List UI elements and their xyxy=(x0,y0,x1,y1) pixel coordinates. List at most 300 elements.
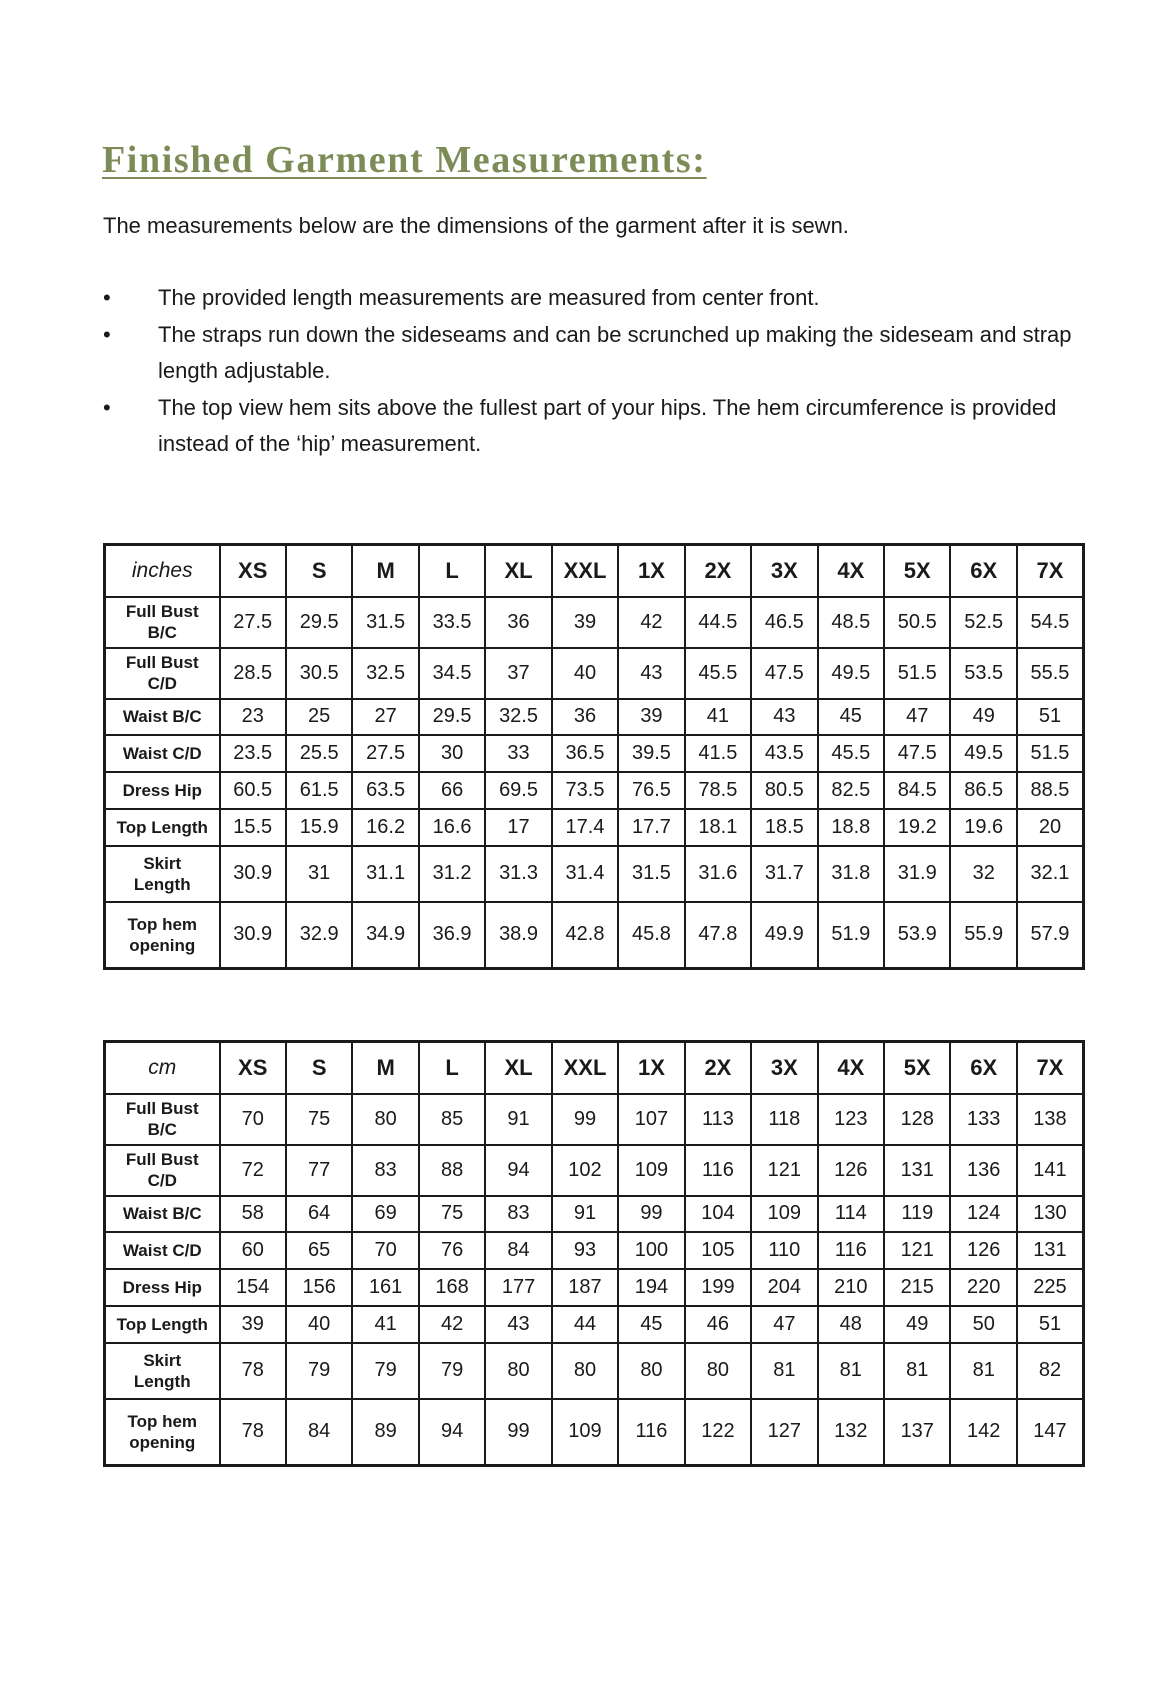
table-cell: 28.5 xyxy=(220,648,286,699)
table-cell: 136 xyxy=(950,1145,1016,1196)
table-cell: 79 xyxy=(286,1343,352,1399)
table-cell: 109 xyxy=(552,1399,618,1466)
table-cell: 53.5 xyxy=(950,648,1016,699)
table-cell: 23.5 xyxy=(220,735,286,772)
table-cell: 220 xyxy=(950,1269,1016,1306)
table-cell: 109 xyxy=(618,1145,684,1196)
table-cell: 57.9 xyxy=(1017,902,1084,969)
row-label-text: Full Bust B/C xyxy=(125,1099,199,1139)
table-header-row xyxy=(105,1042,1084,1094)
size-header: 1X xyxy=(618,545,684,597)
table-cell: 15.5 xyxy=(220,809,286,846)
table-cell: 75 xyxy=(419,1196,485,1232)
bullet-icon: • xyxy=(103,321,111,347)
table-cell: 52.5 xyxy=(950,597,1016,648)
table-cell: 39 xyxy=(220,1306,286,1343)
row-label-text: Full Bust C/D xyxy=(125,653,199,693)
table-cell: 84.5 xyxy=(884,772,950,809)
table-cell: 215 xyxy=(884,1269,950,1306)
table-row xyxy=(105,1094,1084,1145)
row-label-text: Skirt Length xyxy=(133,1350,191,1391)
table-cell: 100 xyxy=(618,1232,684,1269)
table-cell: 39.5 xyxy=(618,735,684,772)
table-cell: 80 xyxy=(685,1343,751,1399)
table-cell: 49.5 xyxy=(818,648,884,699)
size-header: 4X xyxy=(818,1042,884,1094)
row-label-text: Top Length xyxy=(116,817,208,837)
size-header: XXL xyxy=(552,1042,618,1094)
table-cell: 33.5 xyxy=(419,597,485,648)
table-cell: 116 xyxy=(618,1399,684,1466)
table-cell: 133 xyxy=(950,1094,1016,1145)
table-cell: 32.9 xyxy=(286,902,352,969)
row-label xyxy=(105,699,220,735)
row-label xyxy=(105,597,220,648)
note-text: The provided length measurements are measured from center front. xyxy=(158,285,820,310)
table-cell: 54.5 xyxy=(1017,597,1084,648)
table-cell: 102 xyxy=(552,1145,618,1196)
table-cell: 65 xyxy=(286,1232,352,1269)
table-row xyxy=(105,1343,1084,1399)
table-cell: 210 xyxy=(818,1269,884,1306)
table-cell: 36.5 xyxy=(552,735,618,772)
inches-measurement-table xyxy=(103,543,1085,970)
table-cell: 31.5 xyxy=(618,846,684,902)
intro-text: The measurements below are the dimensions of the garment after it is sewn. xyxy=(103,213,849,238)
table-row xyxy=(105,902,1084,969)
row-label-text: Full Bust C/D xyxy=(125,1150,199,1190)
table-cell: 47.5 xyxy=(751,648,817,699)
table-cell: 44.5 xyxy=(685,597,751,648)
table-cell: 99 xyxy=(485,1399,551,1466)
size-header: 7X xyxy=(1017,1042,1084,1094)
table-cell: 45.8 xyxy=(618,902,684,969)
table-cell: 76.5 xyxy=(618,772,684,809)
size-header: L xyxy=(419,1042,485,1094)
table-cell: 69.5 xyxy=(485,772,551,809)
table-cell: 78 xyxy=(220,1399,286,1466)
table-cell: 154 xyxy=(220,1269,286,1306)
table-cell: 99 xyxy=(552,1094,618,1145)
table-cell: 88.5 xyxy=(1017,772,1084,809)
table-cell: 132 xyxy=(818,1399,884,1466)
table-cell: 104 xyxy=(685,1196,751,1232)
table-cell: 46 xyxy=(685,1306,751,1343)
table-cell: 81 xyxy=(751,1343,817,1399)
table-cell: 85 xyxy=(419,1094,485,1145)
table-cell: 119 xyxy=(884,1196,950,1232)
table-cell: 114 xyxy=(818,1196,884,1232)
table-cell: 72 xyxy=(220,1145,286,1196)
table-cell: 75 xyxy=(286,1094,352,1145)
table-cell: 31.3 xyxy=(485,846,551,902)
table-cell: 27.5 xyxy=(220,597,286,648)
table-cell: 138 xyxy=(1017,1094,1084,1145)
table-cell: 113 xyxy=(685,1094,751,1145)
table-cell: 61.5 xyxy=(286,772,352,809)
table-cell: 116 xyxy=(818,1232,884,1269)
table-cell: 40 xyxy=(552,648,618,699)
table-cell: 76 xyxy=(419,1232,485,1269)
table-cell: 51.9 xyxy=(818,902,884,969)
size-header: S xyxy=(286,1042,352,1094)
table-cell: 47.8 xyxy=(685,902,751,969)
size-header: 3X xyxy=(751,1042,817,1094)
table-cell: 121 xyxy=(884,1232,950,1269)
table-cell: 80.5 xyxy=(751,772,817,809)
size-header: XXL xyxy=(552,545,618,597)
size-header: 6X xyxy=(950,1042,1016,1094)
table-row xyxy=(105,1269,1084,1306)
table-cell: 18.5 xyxy=(751,809,817,846)
table-cell: 30.5 xyxy=(286,648,352,699)
table-cell: 16.6 xyxy=(419,809,485,846)
table-cell: 33 xyxy=(485,735,551,772)
table-row xyxy=(105,1145,1084,1196)
table-cell: 110 xyxy=(751,1232,817,1269)
table-cell: 66 xyxy=(419,772,485,809)
size-header: S xyxy=(286,545,352,597)
size-header: XS xyxy=(220,1042,286,1094)
table-cell: 51 xyxy=(1017,1306,1084,1343)
table-cell: 63.5 xyxy=(352,772,418,809)
row-label xyxy=(105,1094,220,1145)
table-cell: 15.9 xyxy=(286,809,352,846)
table-cell: 131 xyxy=(1017,1232,1084,1269)
size-header: 7X xyxy=(1017,545,1084,597)
table-cell: 225 xyxy=(1017,1269,1084,1306)
table-cell: 50.5 xyxy=(884,597,950,648)
table-cell: 34.9 xyxy=(352,902,418,969)
table-cell: 107 xyxy=(618,1094,684,1145)
table-cell: 55.9 xyxy=(950,902,1016,969)
size-header: 2X xyxy=(685,1042,751,1094)
table-row xyxy=(105,597,1084,648)
table-cell: 31 xyxy=(286,846,352,902)
table-cell: 105 xyxy=(685,1232,751,1269)
table-cell: 51.5 xyxy=(1017,735,1084,772)
table-cell: 43 xyxy=(751,699,817,735)
table-cell: 127 xyxy=(751,1399,817,1466)
row-label-text: Dress Hip xyxy=(122,1277,202,1297)
table-cell: 79 xyxy=(352,1343,418,1399)
table-row xyxy=(105,809,1084,846)
row-label xyxy=(105,772,220,809)
table-cell: 79 xyxy=(419,1343,485,1399)
table-cell: 19.6 xyxy=(950,809,1016,846)
row-label xyxy=(105,1306,220,1343)
table-cell: 30.9 xyxy=(220,902,286,969)
table-cell: 187 xyxy=(552,1269,618,1306)
table-cell: 70 xyxy=(352,1232,418,1269)
table-cell: 29.5 xyxy=(419,699,485,735)
table-cell: 31.5 xyxy=(352,597,418,648)
table-cell: 204 xyxy=(751,1269,817,1306)
table-cell: 80 xyxy=(485,1343,551,1399)
table-cell: 60 xyxy=(220,1232,286,1269)
size-header: 4X xyxy=(818,545,884,597)
table-cell: 137 xyxy=(884,1399,950,1466)
table-cell: 130 xyxy=(1017,1196,1084,1232)
table-cell: 36.9 xyxy=(419,902,485,969)
row-label-text: Waist B/C xyxy=(122,1204,202,1223)
table-cell: 81 xyxy=(884,1343,950,1399)
table-row xyxy=(105,846,1084,902)
table-cell: 34.5 xyxy=(419,648,485,699)
table-cell: 36 xyxy=(485,597,551,648)
table-cell: 109 xyxy=(751,1196,817,1232)
row-label-text: Waist B/C xyxy=(122,707,202,726)
size-header: XS xyxy=(220,545,286,597)
table-cell: 30.9 xyxy=(220,846,286,902)
table-cell: 94 xyxy=(485,1145,551,1196)
table-cell: 69 xyxy=(352,1196,418,1232)
table-cell: 45.5 xyxy=(818,735,884,772)
note-text: The top view hem sits above the fullest part of your hips. The hem circumference is provided instead of the ‘hip’ measurement. xyxy=(158,394,1057,456)
table-cell: 126 xyxy=(950,1232,1016,1269)
table-cell: 18.8 xyxy=(818,809,884,846)
table-cell: 20 xyxy=(1017,809,1084,846)
table-cell: 41 xyxy=(685,699,751,735)
table-cell: 32.5 xyxy=(352,648,418,699)
table-cell: 38.9 xyxy=(485,902,551,969)
size-header: XL xyxy=(485,545,551,597)
table-cell: 32.1 xyxy=(1017,846,1084,902)
row-label-text: Dress Hip xyxy=(122,780,202,800)
size-header: L xyxy=(419,545,485,597)
table-row xyxy=(105,648,1084,699)
table-cell: 156 xyxy=(286,1269,352,1306)
table-cell: 93 xyxy=(552,1232,618,1269)
row-label xyxy=(105,735,220,772)
row-label xyxy=(105,1196,220,1232)
table-row xyxy=(105,735,1084,772)
cm-measurement-table xyxy=(103,1040,1085,1467)
table-cell: 94 xyxy=(419,1399,485,1466)
table-cell: 161 xyxy=(352,1269,418,1306)
table-cell: 55.5 xyxy=(1017,648,1084,699)
table-cell: 121 xyxy=(751,1145,817,1196)
row-label xyxy=(105,1269,220,1306)
row-label xyxy=(105,902,220,969)
size-header: M xyxy=(352,1042,418,1094)
row-label xyxy=(105,809,220,846)
table-cell: 78.5 xyxy=(685,772,751,809)
table-cell: 31.2 xyxy=(419,846,485,902)
table-cell: 29.5 xyxy=(286,597,352,648)
size-header: 3X xyxy=(751,545,817,597)
table-cell: 39 xyxy=(552,597,618,648)
table-cell: 31.4 xyxy=(552,846,618,902)
table-cell: 40 xyxy=(286,1306,352,1343)
notes-list xyxy=(103,280,1083,463)
list-item xyxy=(103,317,1083,390)
table-cell: 42 xyxy=(419,1306,485,1343)
row-label-text: Full Bust B/C xyxy=(125,602,199,642)
table-row xyxy=(105,772,1084,809)
table-cell: 91 xyxy=(552,1196,618,1232)
table-cell: 118 xyxy=(751,1094,817,1145)
table-cell: 199 xyxy=(685,1269,751,1306)
table-cell: 88 xyxy=(419,1145,485,1196)
note-text: The straps run down the sideseams and can be scrunched up making the sideseam and strap length adjustable. xyxy=(158,321,1072,383)
table-cell: 27.5 xyxy=(352,735,418,772)
table-cell: 19.2 xyxy=(884,809,950,846)
bullet-icon: • xyxy=(103,285,111,310)
table-cell: 126 xyxy=(818,1145,884,1196)
table-cell: 53.9 xyxy=(884,902,950,969)
page-title: Finished Garment Measurements: xyxy=(102,139,707,181)
table-cell: 47 xyxy=(751,1306,817,1343)
table-cell: 83 xyxy=(352,1145,418,1196)
table-cell: 83 xyxy=(485,1196,551,1232)
table-cell: 42.8 xyxy=(552,902,618,969)
table-cell: 78 xyxy=(220,1343,286,1399)
row-label-text: Waist C/D xyxy=(122,1240,202,1260)
table-cell: 31.7 xyxy=(751,846,817,902)
table-cell: 23 xyxy=(220,699,286,735)
table-cell: 49 xyxy=(950,699,1016,735)
unit-label: cm xyxy=(105,1042,220,1094)
table-cell: 70 xyxy=(220,1094,286,1145)
table-cell: 45 xyxy=(818,699,884,735)
table-cell: 91 xyxy=(485,1094,551,1145)
size-header: 2X xyxy=(685,545,751,597)
table-cell: 39 xyxy=(618,699,684,735)
table-header-row xyxy=(105,545,1084,597)
size-header: XL xyxy=(485,1042,551,1094)
table-cell: 44 xyxy=(552,1306,618,1343)
size-header: M xyxy=(352,545,418,597)
table-cell: 47 xyxy=(884,699,950,735)
row-label-text: Waist C/D xyxy=(122,743,202,763)
table-row xyxy=(105,1196,1084,1232)
table-cell: 32.5 xyxy=(485,699,551,735)
table-cell: 81 xyxy=(818,1343,884,1399)
bullet-icon: • xyxy=(103,394,111,420)
table-cell: 89 xyxy=(352,1399,418,1466)
table-cell: 17 xyxy=(485,809,551,846)
table-cell: 80 xyxy=(618,1343,684,1399)
row-label xyxy=(105,846,220,902)
table-cell: 116 xyxy=(685,1145,751,1196)
table-cell: 81 xyxy=(950,1343,1016,1399)
table-cell: 80 xyxy=(552,1343,618,1399)
row-label-text: Top hem opening xyxy=(127,1411,198,1452)
table-cell: 25 xyxy=(286,699,352,735)
table-cell: 73.5 xyxy=(552,772,618,809)
table-cell: 51 xyxy=(1017,699,1084,735)
table-cell: 43.5 xyxy=(751,735,817,772)
table-cell: 45.5 xyxy=(685,648,751,699)
table-cell: 17.4 xyxy=(552,809,618,846)
table-cell: 43 xyxy=(618,648,684,699)
table-cell: 128 xyxy=(884,1094,950,1145)
table-cell: 84 xyxy=(286,1399,352,1466)
table-cell: 77 xyxy=(286,1145,352,1196)
table-cell: 141 xyxy=(1017,1145,1084,1196)
table-cell: 80 xyxy=(352,1094,418,1145)
table-cell: 41 xyxy=(352,1306,418,1343)
table-cell: 82.5 xyxy=(818,772,884,809)
row-label-text: Top Length xyxy=(116,1314,208,1334)
table-cell: 41.5 xyxy=(685,735,751,772)
table-cell: 194 xyxy=(618,1269,684,1306)
table-cell: 50 xyxy=(950,1306,1016,1343)
table-cell: 32 xyxy=(950,846,1016,902)
row-label xyxy=(105,1399,220,1466)
table-cell: 51.5 xyxy=(884,648,950,699)
table-cell: 31.8 xyxy=(818,846,884,902)
table-cell: 48 xyxy=(818,1306,884,1343)
table-cell: 45 xyxy=(618,1306,684,1343)
table-cell: 27 xyxy=(352,699,418,735)
table-cell: 142 xyxy=(950,1399,1016,1466)
row-label xyxy=(105,648,220,699)
table-cell: 18.1 xyxy=(685,809,751,846)
table-row xyxy=(105,1399,1084,1466)
size-header: 5X xyxy=(884,545,950,597)
table-cell: 48.5 xyxy=(818,597,884,648)
table-cell: 124 xyxy=(950,1196,1016,1232)
table-cell: 58 xyxy=(220,1196,286,1232)
table-cell: 47.5 xyxy=(884,735,950,772)
row-label xyxy=(105,1232,220,1269)
table-cell: 46.5 xyxy=(751,597,817,648)
table-cell: 49.9 xyxy=(751,902,817,969)
table-cell: 31.1 xyxy=(352,846,418,902)
table-cell: 31.6 xyxy=(685,846,751,902)
table-cell: 60.5 xyxy=(220,772,286,809)
table-cell: 37 xyxy=(485,648,551,699)
list-item xyxy=(103,280,1083,317)
table-cell: 42 xyxy=(618,597,684,648)
row-label xyxy=(105,1145,220,1196)
table-cell: 131 xyxy=(884,1145,950,1196)
size-header: 5X xyxy=(884,1042,950,1094)
table-cell: 43 xyxy=(485,1306,551,1343)
table-cell: 16.2 xyxy=(352,809,418,846)
table-cell: 168 xyxy=(419,1269,485,1306)
table-cell: 49 xyxy=(884,1306,950,1343)
table-cell: 84 xyxy=(485,1232,551,1269)
list-item xyxy=(103,390,1083,463)
table-cell: 36 xyxy=(552,699,618,735)
table-row xyxy=(105,1232,1084,1269)
row-label xyxy=(105,1343,220,1399)
table-cell: 49.5 xyxy=(950,735,1016,772)
size-header: 6X xyxy=(950,545,1016,597)
table-cell: 64 xyxy=(286,1196,352,1232)
table-cell: 99 xyxy=(618,1196,684,1232)
table-row xyxy=(105,1306,1084,1343)
table-cell: 122 xyxy=(685,1399,751,1466)
table-cell: 147 xyxy=(1017,1399,1084,1466)
table-cell: 30 xyxy=(419,735,485,772)
row-label-text: Skirt Length xyxy=(133,853,191,894)
table-cell: 17.7 xyxy=(618,809,684,846)
size-header: 1X xyxy=(618,1042,684,1094)
row-label-text: Top hem opening xyxy=(127,914,198,955)
unit-label: inches xyxy=(105,545,220,597)
table-row xyxy=(105,699,1084,735)
table-cell: 123 xyxy=(818,1094,884,1145)
table-cell: 25.5 xyxy=(286,735,352,772)
table-cell: 177 xyxy=(485,1269,551,1306)
table-cell: 82 xyxy=(1017,1343,1084,1399)
table-cell: 31.9 xyxy=(884,846,950,902)
table-cell: 86.5 xyxy=(950,772,1016,809)
